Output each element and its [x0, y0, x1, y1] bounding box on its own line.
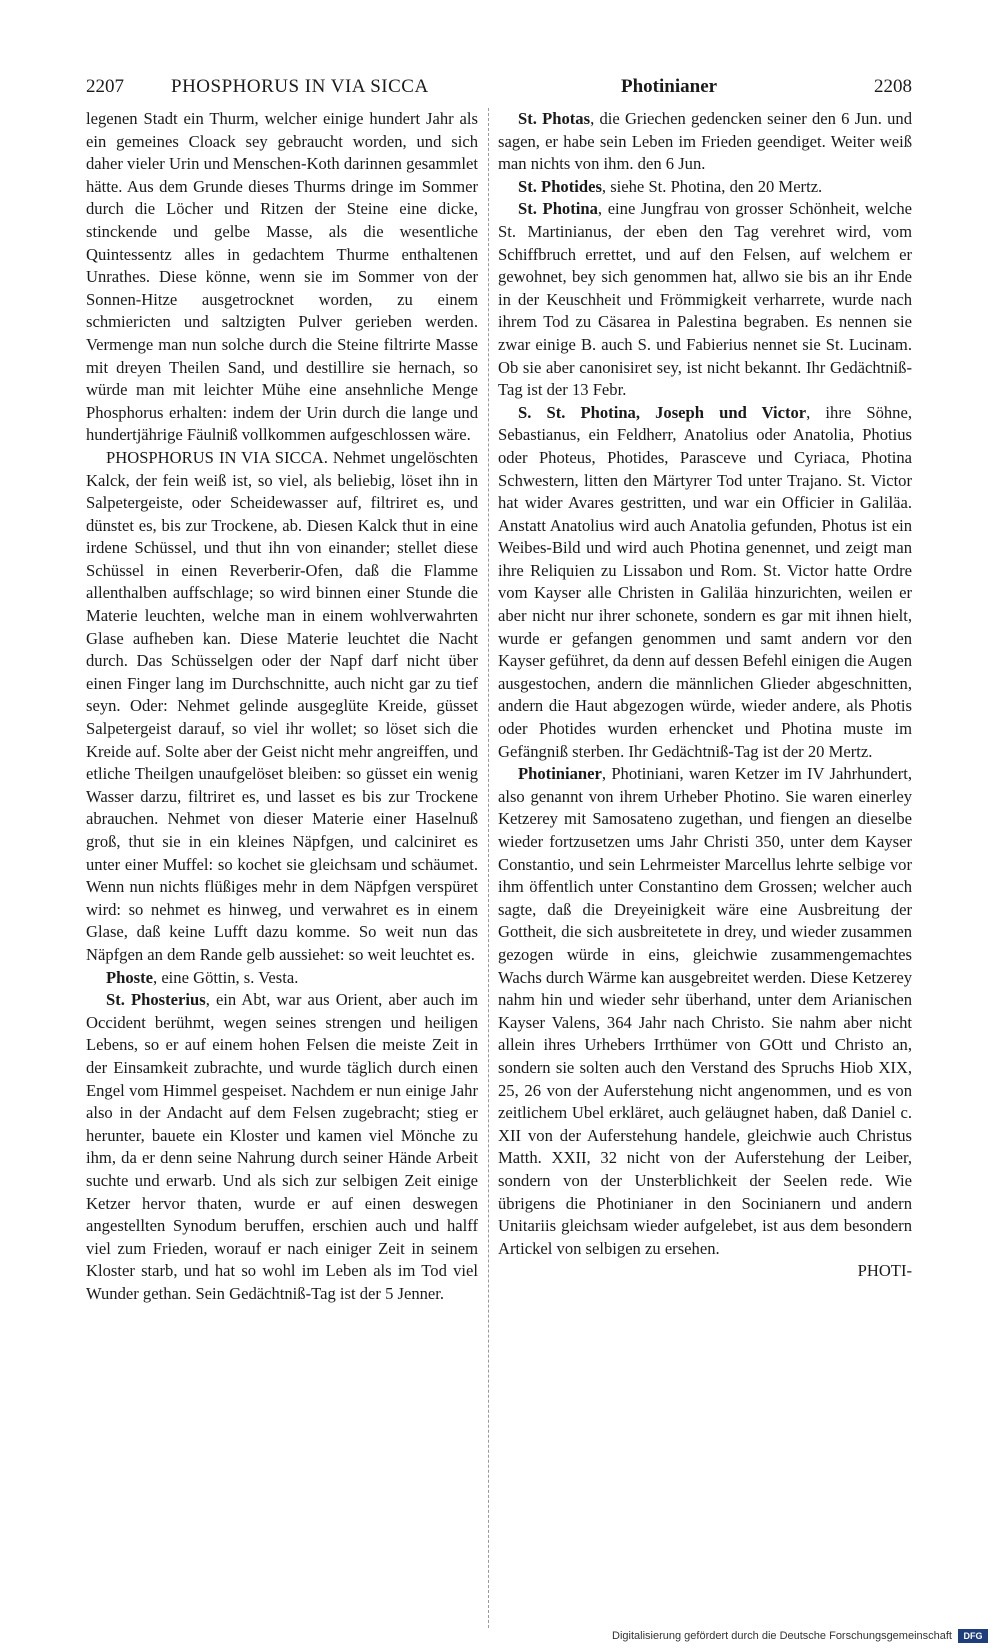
entry-st-photides: St. Photides, siehe St. Photina, den 20 Mertz.: [518, 176, 823, 196]
entry-phosphorus-in-via-sicca: PHOSPHORUS IN VIA SICCA. Nehmet ungelöschten Kalck, der fein weiß ist, so viel, als beliebig, löset ihn in Salpetergeiste, oder Scheidewasser auf, filtriret es, und dünstet es, bis zur Trockene, ab. Diesen Kalck thut in eine irdene Schüssel, und thut ihn von einander; stellet diese Schüssel in einen Reverberir-Ofen, daß die Flamme allenthalben auffschlage; so wird binnen einer Stunde die Materie leuchten, welche man in einem wohlverwahrten Glase aufheben kan. Diese Materie leuchtet die Nacht durch. Das Schüsselgen oder der Napf darf nicht über einen Finger lang im Durchschnitte, auch nicht gar zu tief seyn. Oder: Nehmet gelinde ausgeglüte Kreide, güsset Salpetergeist darauf, so viel ihr wollet; so löset sich die Kreide auf. Solte aber der Geist nicht mehr angreiffen, und etliche Theilgen unaufgelöset bleiben: so güsset ein wenig Wasser darzu, filtriret es, und lasset es bis zur Trockene abrauchen. Nehmet von dieser Materie einer Haselnuß groß, thut sie in ein kleines Näpfgen, und calciniret es unter einer Muffel: so kochet sie gleichsam und schäumet. Wenn nun nichts flüßiges mehr in dem Näpfgen verspüret wird: so nehmet es hinweg, und verwahret es in einem Glase, daß keine Lufft dazu komme. So weit nun das Näpfgen an dem Rande gelb aussiehet: so weit leuchtet es.: [86, 447, 478, 964]
running-title-right: Photinianer: [621, 76, 718, 97]
entry-st-photina: St. Photina, eine Jungfrau von grosser Schönheit, welche St. Martinianus, der eben den Tag verehret wird, vom Schiffbruch errettet, und auf den Felsen, auf welchem er gewohnet, bey sich genommen hat, allwo sie bis an ihr Ende in der Keuschheit und Frömmigkeit verharrete, wurde nach ihrem Tod zu Cäsarea in Palestina begraben. Es nennen sie zwar einige B. auch S. und Fabierius nennet sie St. Lucinam. Ob sie aber canonisiret sey, ist nicht bekannt. Ihr Gedächtniß-Tag ist der 13 Febr.: [498, 199, 913, 400]
column-divider: [488, 108, 489, 1628]
dfg-logo-icon: DFG: [958, 1629, 988, 1643]
entry-headword: Phoste: [106, 967, 154, 987]
page-number-left: 2207: [86, 76, 124, 97]
entry-photinianer: Photinianer, Photiniani, waren Ketzer im IV Jahrhundert, also genannt von ihrem Urheber Photino. Sie waren einerley Ketzerey mit Samosateno zugethan, und fiengen an dieselbe wieder fortzusetzen ums Jahr Christi 350, unter dem Kayser Constantio, und sein Lehrmeister Marcellus lehrte selbige vor ihm öffentlich unter Constantino dem Grossen; welcher auch sagte, daß die Dreyeinigkeit wäre eine Ausbreitung der Gottheit, die sich ausbreitetete in drey, und wieder zusammen gezogen würde in eins, gleichwie zusammengemachtes Wachs durch Wärme kan ausgebreitet werden. Diese Ketzerey nahm hin und wieder sehr überhand, unter dem Arianischen Kayser Valens, 364 Jahr nach Christo. Sie nahm aber nicht allein ihres Urhebers Irrthümer von GOtt und Christo an, sondern sie solten auch den Verstand des Spruchs Hiob XIX, 25, 26 von der Auferstehung nicht angenommen, und es von zeitlichem Ubel erkläret, auch geläugnet haben, daß Daniel c. XII von der Auferstehung handele, gleichwie auch Christus Matth. XXII, 32 nicht von der Auferstehung der Leiber, sondern von der Unsterblichkeit der Seelen rede. Wie übrigens die Photinianer in den Socinianern und andern Unitariis gleichsam wieder aufgelebet, ist aus dem besondern Artickel von selbigen zu ersehen.: [498, 764, 912, 1258]
catchword: PHOTI-: [857, 1261, 912, 1281]
right-column: [498, 108, 912, 1283]
entry-st-photas: St. Photas, die Griechen gedencken seiner den 6 Jun. und sagen, er habe sein Leben im Frieden geendiget. Weiter weiß man nichts von ihm. den 6 Jun.: [498, 109, 912, 174]
entry-headword: Photinianer: [518, 764, 602, 784]
entry-headword: PHOSPHORUS IN VIA SICCA: [106, 447, 324, 467]
entry-headword: S. St. Photina, Joseph und Victor: [518, 402, 807, 422]
entry-headword: St. Photina: [518, 199, 598, 219]
running-title-left: PHOSPHORUS IN VIA SICCA: [171, 76, 429, 97]
digitization-footer: [0, 1624, 1000, 1648]
left-column: [86, 108, 478, 1305]
entry-headword: St. Photas: [518, 109, 591, 128]
dictionary-page: [86, 70, 912, 1610]
entry-headword: St. Photides: [518, 176, 602, 196]
entry-headword: St. Phosterius: [106, 990, 206, 1010]
entry-continuation: legenen Stadt ein Thurm, welcher einige hundert Jahr als ein gemeines Cloack sey gebraucht worden, und sich daher vieler Urin und Menschen-Koth darinnen gesammlet hätte. Aus dem Grunde dieses Thurms dringe im Sommer durch die Löcher und Ritzen der Steine eine dicke, stinckende und gelbe Masse, als die wesentliche Quintessentz alles in gedachtem Thurme enthaltenen Unrathes. Diese könne, wenn sie im Sommer von der Sonnen-Hitze ausgetrocknet worden, zu einem schmiericten und saltzigten Pulver gerieben werden. Vermenge man nun solche durch die Steine filtrirte Masse mit dreyen Theilen Sand, und destillire sie hernach, so würde man mit leichter Mühe eine ansehnliche Menge Phosphorus erhalten: indem der Urin durch die lange und hundertjährige Fäulniß vollkommen aufgeschlossen wäre.: [86, 109, 478, 445]
running-header: [86, 70, 912, 104]
entry-ss-photina-joseph-victor: S. St. Photina, Joseph und Victor, ihre Söhne, Sebastianus, ein Feldherr, Anatolius oder Anatolia, Photius oder Photeus, Photides, Parasceve und Cyriaca, Photina Schwestern, litten den Märtyrer Tod unter Trajano. St. Victor hat wider Avares gestritten, und war ein Officier in Galiläa. Anstatt Anatolius wird auch Anatolia gefunden, Photus ist ein Weibes-Bild und wird auch Photina genennet, und zeigt man ihre Reliquien zu Lissabon und Rom. St. Victor hatte Ordre vom Kayser alle Christen in Galiläa hinzurichten, weilen er aber nicht nur ihrer schonete, sondern es gar mit ihnen hielt, wurde er gefangen genommen und samt andern vor den Kayser geführet, da denn auf dessen Befehl einigen die Augen ausgestochen, andern die männlichen Glieder abgeschnitten, andern die Haut abgezogen würde, wieder andere, als Photis oder Photides wurden erhencket und Photina muste im Gefängniß sterben. Ihr Gedächtniß-Tag ist der 20 Mertz.: [498, 402, 912, 761]
entry-st-phosterius: St. Phosterius, ein Abt, war aus Orient, aber auch im Occident berühmt, wegen seines strengen und heiligen Lebens, so er auf einem hohen Felsen die meiste Zeit in der Einsamkeit zubrachte, und wurde täglich durch einen Engel vom Himmel gespeiset. Nachdem er nun einige Jahr also in der Andacht auf dem Felsen zugebracht; stieg er herunter, bauete ein Kloster und kamen viel Mönche zu ihm, da er denn seine Nahrung durch seiner Hände Arbeit suchte und erwarb. Und als sich zur selbigen Zeit einige Ketzer hervor thaten, wurde er auf einen deswegen angestellten Synodum beruffen, erschien auch und halff viel zum Frieden, worauf er nach einiger Zeit in seinem Kloster starb, und hat so wohl im Leben als im Tod viel Wunder gethan. Sein Gedächtniß-Tag ist der 5 Jenner.: [86, 990, 478, 1303]
entry-phoste: Phoste, eine Göttin, s. Vesta.: [106, 967, 299, 987]
page-number-right: 2208: [874, 76, 912, 97]
funding-notice: Digitalisierung gefördert durch die Deutsche Forschungsgemeinschaft: [612, 1630, 952, 1642]
